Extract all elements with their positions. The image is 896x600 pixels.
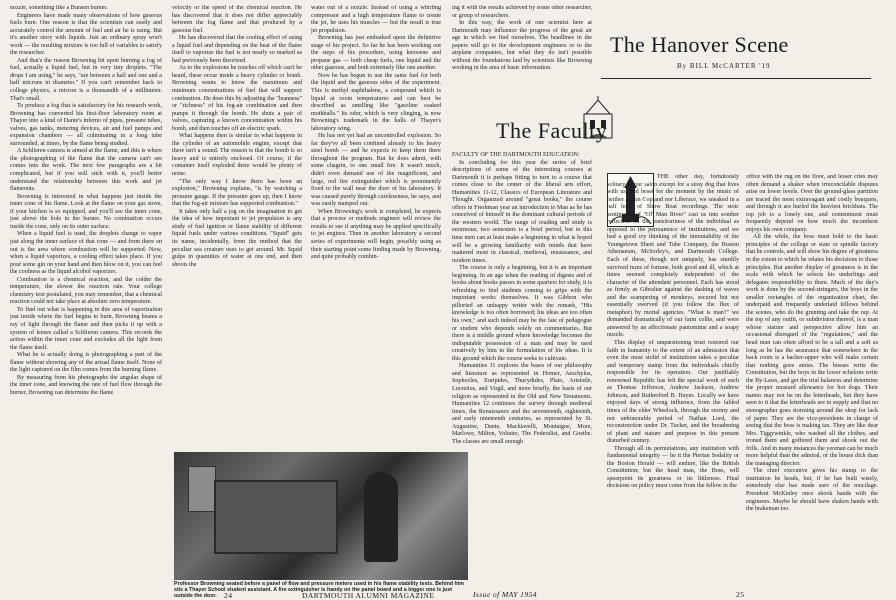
left-column-2 xyxy=(172,5,302,445)
meter-panel xyxy=(188,466,216,512)
paragraph: Browning has just embarked upon the definitive stage of his project. So far he has been working out the steps of his procedure, using kerosene and propane gas — both cheap fuels, one liquid and the other gaseous, and both extremely like one another. xyxy=(311,35,441,72)
paragraph: The chief executive gives his stamp to the institution he heads, but, if he has built wisely, somebody else has made sure of the mucilage. President McKinley once shook hands with the engineers. Maybe he should have shaken hands with the brakeman too. xyxy=(746,468,878,513)
paragraph: As to the explosions he touches off which can't be heard, these occur inside a heavy cylinder or bomb. Browning wants to know the maximum and minimum concentrations of fuel that will support combustion. He does this by adjusting the "leanness" or "richness" of his fog-air combination and then pumps it through the bomb. He shuts a pair of valves, capturing a known concentration within his bomb, and then touches off an electric spark. xyxy=(172,65,302,132)
photo-caption: Professor Browning seated before a panel of flow and pressure meters used in his flame stability tests. Behind him sits a Thayer School student assistant. A fire extinguisher is handy on the panel board and a bigger one is just outside the door. xyxy=(174,581,464,600)
paragraph: Browning is interested in what happens just inside the inner cone of his flame. Look at the flame on your gas stove, if your kitchen is so equipped, and you'll see the inner cone, just above the hole in the burner. No combustion occurs inside the cone, only on its outer surface. xyxy=(10,193,162,230)
paragraph: Combustion is a chemical reaction, and the colder the temperature, the slower the reaction rate. Your college chemistry text postulated, you may remember, that a chemical reaction could not take place at absolute zero temperature. xyxy=(10,276,162,306)
paragraph: To find out what is happening in this area of vaporization just inside where the fuel begins to burn, Browning beams a ray of light through the flame and then picks it up with a system of lenses called a Schlieren camera. This records the action within the inner cone and excludes all the light from the flame itself. xyxy=(10,306,162,351)
page-number-right: 25 xyxy=(736,590,745,599)
seated-professor xyxy=(364,472,398,562)
paragraph: Through all its permutations, any institution with fundamental integrity — be it the Pierian Sodality or the Boston Herald — will endure, like the British Constitution; but the head man, the Boss, will spearpoint its greatness or its littleness. Final decisions on policy must come from the fellow in the xyxy=(607,445,739,490)
paragraph: water out of a nozzle. Instead of using a whirling compressor and a high temperature flame to create the jet, he uses his muscles — but the result is true jet propulsion. xyxy=(311,5,441,34)
paragraph: ing it with the results achieved by some other researcher, or group of researchers. xyxy=(452,5,592,19)
page-number-left: 24 xyxy=(224,591,233,600)
title-rule xyxy=(601,78,871,79)
byline: By BILL McCARTER '19 xyxy=(677,62,771,70)
paragraph: What happens then is similar to what happens in the cylinder of an automobile engine, except that there isn't a sound. The reason is that the bomb is so heavy and is entirely enclosed. Of course, if the container itself exploded there would be plenty of noise. xyxy=(172,133,302,178)
left-column-1 xyxy=(10,5,162,587)
paragraph: What he is actually doing is photographing a part of the flame without showing any of the actual flame itself. None of the light captured on the film comes from the burning flame. xyxy=(10,352,162,374)
paragraph: This display of unquestioning trust restored our faith in humanity to the extent of an admission that even the most stolid of institutions takes a peculiar and temporary stamp from the individuals chiefly responsible for its operation. Our justifiably renowned Republic has felt the special work of such as Thomas Jefferson, Andrew Jackson, Andrew Johnson, and Rutherford B. Hayes. Locally we have enjoyed days of strong influence, from the fabled times of the elder Wheelock, through the stormy and not unhonorable period of Nathan Lord, the reconstruction under Dr. Tucker, and the broadening of plant and stature and purpose in this present disturbed century. xyxy=(607,340,739,445)
paragraph: He has discovered that the cooling effect of using a liquid fuel and depending on the heat of the flame itself to vaporize the fuel is not nearly so marked as had previously been theorized. xyxy=(172,35,302,64)
paragraph: velocity or the speed of the chemical reaction. He has discovered that it does not differ appreciably between the fog flame and that produced by a gaseous fuel. xyxy=(172,5,302,34)
paragraph: When Browning's work is completed, he expects that a process or methods engineer will review the results to see if anything may be applied specifically to jet engines. Then in another laboratory a second series of experiments will begin, possibly using as their starting point some finding made by Browning, and quite probably combin- xyxy=(311,208,441,261)
paragraph: To produce a fog that is satisfactory for his research work, Browning has converted his first-floor laboratory room at Thayer into a kind of Dante's inferno of pipes, pressure tubes, valves, gas tanks, metering devices, air and fuel pumps and expansion chambers — all culminating in a long tube surrounded, at times, by the flame being studied. xyxy=(10,103,162,147)
center-column-top xyxy=(452,5,592,90)
paragraph: In concluding for this year the series of brief descriptions of some of the interesting courses at Dartmouth it is perhaps fitting to turn to a course that comes close to the center of the liberal arts effort, Humanities 11-12, Classics of European Literature and Thought. Organized around "great books," the course offers in Freshman year an introduction to Man as he has conceived of himself in the dominant cultural periods of the western world. The range of reading and study is enormous; two semesters is a brief period, but in this time men can at least make a beginning in what is hoped will be a growing familiarity with minds that have mattered most in classical, medieval, renaissance, and modern times. xyxy=(452,159,592,264)
hanover-column-2 xyxy=(746,174,878,586)
paragraph: Now he has begun to use the same fuel for both the liquid and the gaseous sides of the experiment. This is methyl naphthalene, a compound which is liquid at room temperatures and can best be described as smelling like "gasoline soaked mothballs." Its odor, which is very clinging, is now Browning's trademark in the halls of Thayer's laboratory wing. xyxy=(311,72,441,132)
paragraph: nozzle, something like a Bunsen burner. xyxy=(10,5,108,11)
paragraph: When a liquid fuel is used, the droplets change to vapor just along the inner surface of that cone — and from there on out is the area where combustion will be supported. Now, when a liquid vaporizes, a cooling effect takes place. If you pour some gin on your hand and then blow on it, you can feel the coolness as the liquid alcohol vaporizes. xyxy=(10,231,162,276)
paragraph: Engineers have made many observations of how gaseous fuels burn. One reason is that the scientists can easily and accurately control the amount of fuel and air he is using. But it's another story with liquids. Just an ordinary spray won't work — the resulting mixture is too full of variables to satisfy the researcher. xyxy=(10,12,162,57)
paragraph: All the while, the boss must hold to the basic principles of the college or state or spindle factory that he controls, and will show his degree of greatness in the extent to which he relates his decisions to those principles. But another display of greatness is in the scale with which he selects his underlings and delegates responsibility to them. Much of the day's work is done by the second-stringers, the boys in the smaller rectangles of the organization chart, the underpaid and frequently underlaid fellows behind the scenes, who do the grunting and take the rap. At the top of any outfit, or subdivision thereof, is a man whose stature and perspective allow him an occasional disregard of the "regulations," and the head man can often afford to be a tall and a soft as long as he has the assurance that somewhere in the back room is a backer-upper who will make certain that nothing goes amiss. The bosses write the Constitution, but the boys in the lower echelons write the By-Laws, and get the trial balances and determine the proper mustard allowance for hot dogs. Their names may not be on the letterheads, but they have seen to it that the letterheads are in supply and that no stenographer goes storming around the shop for lack of paper. They are the vice-presidents in charge of seeing that the boss is making tax. They are like dear Mrs. Tiggywinkle, who washed all the clothes, and ironed them and goffered them and shook out the frills. And in many instances the yeoman can be much more helpful than the admiral, or the house dick than the managing director. xyxy=(746,234,878,467)
paragraph: It takes only half a jog on the imagination to get the idea of how important to jet propulsion is any study of fuel ignition or flame stability of different liquid fuels under various conditions. "Squid" gets its name, incidentally, from the method that the peculiar sea creature uses to get around. Mr. Squid gulps in quantities of water at one end, and then shoots the xyxy=(172,208,302,268)
professor-browning-photo xyxy=(174,452,468,580)
paragraph: office with the rug on the floor, and lesser cries may often demand a shaker when irreconcilable disputes arise on lower levels. Over the ground-glass partition are traced the most extravagant and costly bouquets, and through it are hurled the heaviest brickbats. The top job is a lonely one, and contentment must frequently depend on how much the incumbent enjoys his own company. xyxy=(746,174,878,233)
paragraph: And that's the reason Browning hit upon burning a fog of fuel, actually a liquid fuel, but in very tiny droplets. "The drops I am using," he says, "are between a half and one and a half microns in diameter." If you can't remember back to college physics, a micron is a thousandth of a millimeter. That's small. xyxy=(10,57,162,102)
left-column-3 xyxy=(311,5,441,445)
paragraph: A Schlieren camera is aimed at the flame, and this is where the photographing of the flame that the camera can't see comes into the work. The next few paragraphs are a bit complicated, but if you will stick with it, you'll better understand the relationship between this work and jet flameouts. xyxy=(10,148,162,193)
paragraph: He has not yet had an uncontrolled explosion. So far they've all been confined already to his heavy steel bomb — and he expects to keep them there throughout the program. But he does admit, with some chagrin, to one small fire. It wasn't much, didn't even demand use of the magnificent, and large, red fire extinguisher which is prominently fixed to the wall near the door of his laboratory. It was caused purely through carelessness, he says, and was easily stamped out. xyxy=(311,133,441,208)
paragraph: By measuring from his photographs the angular shape of the inner cone, and knowing the rate of fuel flow through the burner, Browning can determine the flame xyxy=(10,374,162,396)
faculty-section-title: The Faculty xyxy=(496,118,608,143)
flow-meters xyxy=(214,480,338,554)
paragraph: The course is only a beginning, but it is an important beginning. In an age when the reading of digests and of books about books passes in some quarters for study, it is refreshing to find students coming to grips with the important works themselves. It was Gibbon who pilloried an unhappy writer with the remark, "His knowledge is too often borrowed; his ideas are too often his own," and such indeed may be the fate of pedagogue or student who depends solely on commentaries. But there is a middle ground where knowledge becomes the indisputable possession of a man and may be used creatively by him in the formulation of his ideas. It is this ground which the course seeks to cultivate. xyxy=(452,265,592,362)
faculty-kicker: FACULTY OF THE DARTMOUTH EDUCATION: xyxy=(452,152,580,158)
magazine-name: DARTMOUTH ALUMNI MAGAZINE xyxy=(302,591,435,600)
paragraph: In this way, the work of one scientist here at Dartmouth may influence the progress of the great air age in which we find ourselves. The headlines in the papers will go to the development engineers or to the airplane companies, but what they do isn't possible without the foundations laid by scientists like Browning working in the area of basic information. xyxy=(452,20,592,72)
hanover-scene-title: The Hanover Scene xyxy=(610,32,789,57)
issue-date: Issue of MAY 1954 xyxy=(473,590,537,599)
paragraph: Humanities 11 explores the bases of our philosophy and literature as represented in Homer, Aeschylus, Sophocles, Euripides, Thucydides, Plato, Aristotle, Lucretius, and Virgil, and more briefly, the basis of our religion as represented in the Old and New Testaments. Humanities 12 continues the survey through medieval times, the Renaissance and the seventeenth, eighteenth, and early nineteenth centuries, as represented by St. Augustine, Dante, Machiavelli, Montaigne, More, Marlowe, Milton, Voltaire, The Federalist, and Goethe. The classes are small enough xyxy=(452,363,592,445)
paragraph: THE other day, fortuitously solitary in our salon except for a stray dog that lives with us, and beset for the moment by the music of neither Aaron Copland nor Liberace, we sneaked in a half hour of Show Boat recordings. The stoic sentiments of "Ol' Man River" cast us into somber reflection on the transitoriness of the individual as opposed to the permanence of institutions, and we had a good cry thinking of the immutability of the Youngstown Sheet and Tube Company, the Boston Athenaeum, McSorley's, and Dartmouth College. Each of these, though not uniquely, has sturdily survived turns of fortune, both good and ill, which at times seemed completely independent of the character of the attendant personnel. Each has stood as firmly as Gibraltar against the dashing of waves and the scampering of monkeys, secured but not essentially swerved (if you follow the flux of metaphor) by mortal agencies. "What is man?" we demanded dramatically of our farm collie, and were answered by an affectionate pantomime and a soapy nuzzle. xyxy=(607,174,739,339)
paragraph: "The only way I know there has been an explosion," Browning explains, "is by watching a pressure gauge. If the pressure goes up, then I know that the fog-air mixture has supported combustion." xyxy=(172,178,302,208)
hanover-column-1 xyxy=(607,174,739,586)
faculty-column xyxy=(452,152,592,588)
